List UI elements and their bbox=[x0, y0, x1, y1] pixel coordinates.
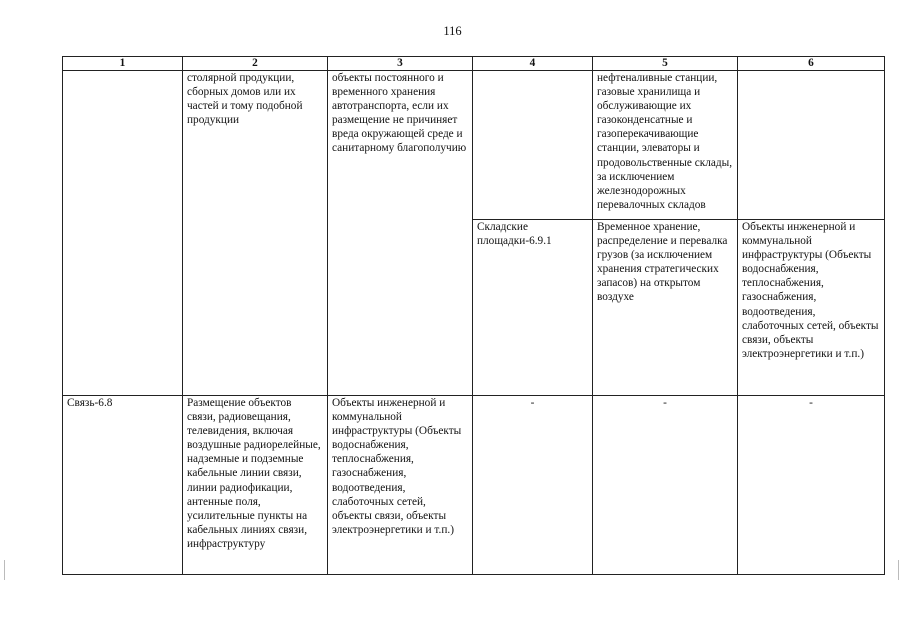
row1-cell-conditional-auxiliary-use bbox=[738, 71, 885, 220]
row3-cell-auxiliary-use: Объекты инженерной и коммунальной инфраструктуры (Объекты водоснабжения, теплоснабжения, газоснабжения, водоотведения, слаботочных сетей, объекты связи, объекты электроэнергетики и т.п.) bbox=[328, 396, 473, 575]
table-row bbox=[63, 71, 885, 220]
column-header-5: 5 bbox=[593, 57, 738, 71]
table-header-row bbox=[63, 57, 885, 71]
row1-cell-main-use-description: столярной продукции, сборных домов или их частей и тому подобной продукции bbox=[183, 71, 328, 396]
column-header-6: 6 bbox=[738, 57, 885, 71]
row3-cell-conditional-use-description: - bbox=[593, 396, 738, 575]
row1-cell-conditional-use-type bbox=[473, 71, 593, 220]
land-use-table bbox=[62, 56, 885, 575]
column-header-3: 3 bbox=[328, 57, 473, 71]
row2-cell-conditional-auxiliary-use: Объекты инженерной и коммунальной инфраструктуры (Объекты водоснабжения, теплоснабжения, газоснабжения, водоотведения, слаботочных сетей, объекты связи, объекты электроэнергетики и т.п.) bbox=[738, 220, 885, 396]
row1-cell-auxiliary-use: объекты постоянного и временного хранения автотранспорта, если их размещение не причиняет вреда окружающей среде и санитарному благополучию bbox=[328, 71, 473, 396]
row2-cell-conditional-use-type: Складские площадки-6.9.1 bbox=[473, 220, 593, 396]
page-number: 116 bbox=[443, 24, 462, 38]
column-header-2: 2 bbox=[183, 57, 328, 71]
row3-cell-main-use-description: Размещение объектов связи, радиовещания, телевидения, включая воздушные радиорелейные, надземные и подземные кабельные линии связи, линии радиофикации, антенные поля, усилительные пункты на кабельных линиях связи, инфраструктуру bbox=[183, 396, 328, 575]
scan-edge-mark-right bbox=[898, 560, 899, 580]
row3-cell-main-use-type: Связь-6.8 bbox=[63, 396, 183, 575]
column-header-1: 1 bbox=[63, 57, 183, 71]
row1-cell-conditional-use-description: нефтеналивные станции, газовые хранилища и обслуживающие их газоконденсатные и газоперекачивающие станции, элеваторы и продовольственные склады, за исключением железнодорожных перевалочных складов bbox=[593, 71, 738, 220]
row3-cell-conditional-use-type: - bbox=[473, 396, 593, 575]
scan-edge-mark-left bbox=[4, 560, 5, 580]
table-row bbox=[63, 396, 885, 575]
column-header-4: 4 bbox=[473, 57, 593, 71]
row3-cell-conditional-auxiliary-use: - bbox=[738, 396, 885, 575]
row1-cell-main-use-type bbox=[63, 71, 183, 396]
row2-cell-conditional-use-description: Временное хранение, распределение и перевалка грузов (за исключением хранения стратегических запасов) на открытом воздухе bbox=[593, 220, 738, 396]
